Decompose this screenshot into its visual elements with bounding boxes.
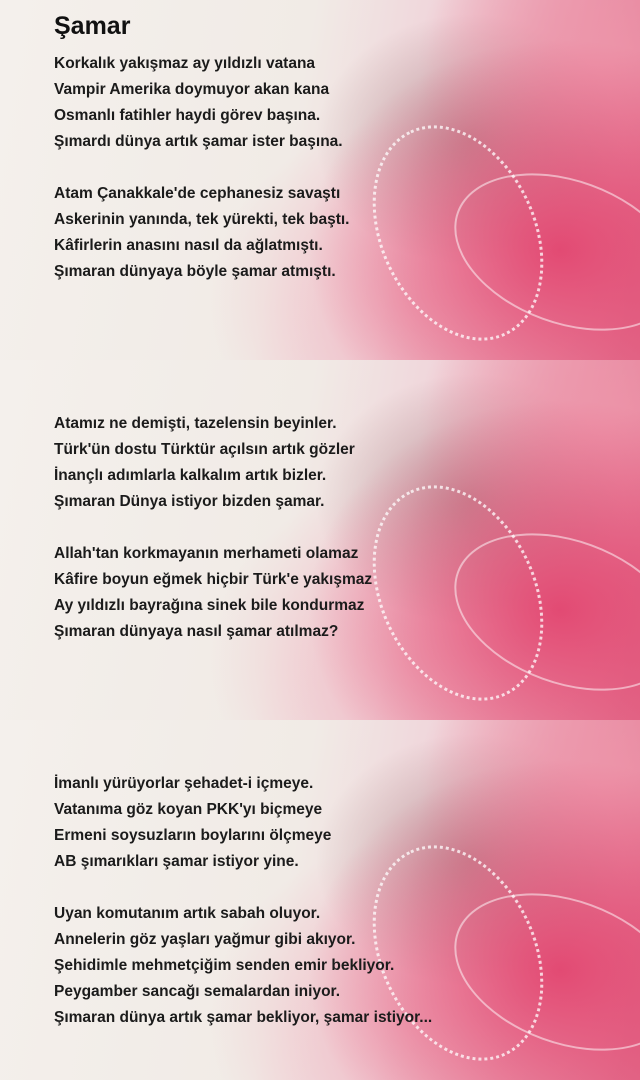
poem-line: Şımaran dünya artık şamar bekliyor, şamar istiyor... [54, 1009, 433, 1026]
poem-line: Ay yıldızlı bayrağına sinek bile kondurmaz [54, 597, 365, 614]
poem-line: Atam Çanakkale'de cephanesiz savaştı [54, 185, 341, 202]
stanza-6 [54, 901, 432, 1031]
stanza-4 [54, 541, 372, 645]
poem-line: Şımaran dünyaya nasıl şamar atılmaz? [54, 623, 339, 640]
background-panel-2 [0, 360, 640, 720]
poem-line: Şımaran dünyaya böyle şamar atmıştı. [54, 263, 336, 280]
poem-line: Kâfire boyun eğmek hiçbir Türk'e yakışmaz [54, 571, 373, 588]
poem-title: Şamar [54, 12, 131, 40]
stanza-2 [54, 181, 349, 285]
background-panel-3 [0, 720, 640, 1080]
background-panel-1 [0, 0, 640, 360]
poem-line: Atamız ne demişti, tazelensin beyinler. [54, 415, 337, 432]
poem-line: Şehidimle mehmetçiğim senden emir bekliyor. [54, 957, 395, 974]
poem-line: Askerinin yanında, tek yürekti, tek baştı. [54, 211, 350, 228]
poem-line: Peygamber sancağı semalardan iniyor. [54, 983, 341, 1000]
poem-line: Uyan komutanım artık sabah oluyor. [54, 905, 321, 922]
poem-line: Korkalık yakışmaz ay yıldızlı vatana [54, 55, 316, 72]
poem-line: Kâfirlerin anasını nasıl da ağlatmıştı. [54, 237, 323, 254]
stanza-5 [54, 771, 331, 875]
poem-line: İnançlı adımlarla kalkalım artık bizler. [54, 467, 327, 484]
poem-line: Şımardı dünya artık şamar ister başına. [54, 133, 343, 150]
poem-line: Vatanıma göz koyan PKK'yı biçmeye [54, 801, 323, 818]
poem-line: Osmanlı fatihler haydi görev başına. [54, 107, 321, 124]
poem-line: Vampir Amerika doymuyor akan kana [54, 81, 330, 98]
stanza-1 [54, 51, 343, 155]
poem-line: Annelerin göz yaşları yağmur gibi akıyor. [54, 931, 356, 948]
stanza-3 [54, 411, 355, 515]
poem-line: İmanlı yürüyorlar şehadet-i içmeye. [54, 775, 314, 792]
poem-line: Allah'tan korkmayanın merhameti olamaz [54, 545, 359, 562]
poem-line: Şımaran Dünya istiyor bizden şamar. [54, 493, 325, 510]
poem-line: AB şımarıkları şamar istiyor yine. [54, 853, 299, 870]
poem-line: Türk'ün dostu Türktür açılsın artık gözler [54, 441, 355, 458]
poem-line: Ermeni soysuzların boylarını ölçmeye [54, 827, 332, 844]
